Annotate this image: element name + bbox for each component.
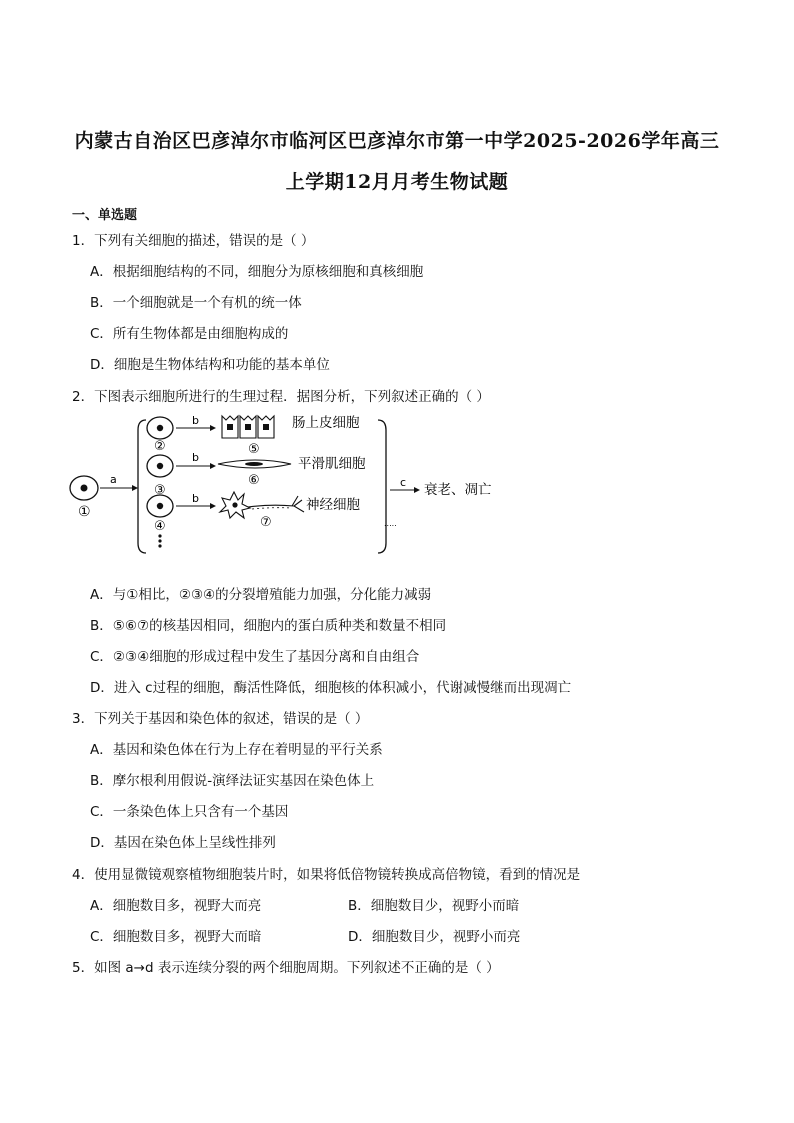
question-4-option-b: B．细胞数目少，视野小而暗 — [348, 898, 520, 914]
daughter-cell-4 — [147, 495, 173, 517]
question-1-option-a: A．根据细胞结构的不同，细胞分为原核细胞和真核细胞 — [90, 264, 424, 280]
question-3-option-d: D．基因在染色体上呈线性排列 — [90, 835, 276, 851]
cell-differentiation-diagram — [66, 408, 516, 558]
cell-1-label: ① — [78, 504, 91, 520]
intestinal-cell-label: 肠上皮细胞 — [292, 415, 360, 431]
cell-2-label: ② — [154, 439, 166, 454]
daughter-cell-3 — [147, 455, 173, 477]
arrow-a-label: a — [110, 473, 117, 486]
right-brace — [378, 420, 386, 553]
question-3-option-c: C．一条染色体上只含有一个基因 — [90, 804, 289, 820]
exam-title-line-1: 内蒙古自治区巴彦淖尔市临河区巴彦淖尔市第一中学2025-2026学年高三 — [74, 130, 720, 152]
ellipsis-mark: ..... — [384, 519, 397, 528]
smooth-muscle-label: 平滑肌细胞 — [298, 456, 366, 472]
question-1-option-b: B．一个细胞就是一个有机的统一体 — [90, 295, 302, 311]
intestinal-epithelial-cells — [222, 416, 274, 438]
question-3-option-a: A．基因和染色体在行为上存在着明显的平行关系 — [90, 742, 383, 758]
question-1-option-d: D．细胞是生物体结构和功能的基本单位 — [90, 357, 330, 373]
question-2-option-c: C．②③④细胞的形成过程中发生了基因分离和自由组合 — [90, 649, 420, 665]
senescence-label: 衰老、凋亡 — [424, 482, 492, 498]
exam-title-line-2: 上学期12月月考生物试题 — [285, 171, 509, 193]
question-2-option-b: B．⑤⑥⑦的核基因相同，细胞内的蛋白质种类和数量不相同 — [90, 618, 447, 634]
question-1-stem: 1．下列有关细胞的描述，错误的是（ ） — [72, 233, 315, 249]
question-3-option-b: B．摩尔根利用假说-演绎法证实基因在染色体上 — [90, 773, 375, 789]
question-4-option-a: A．细胞数目多，视野大而亮 — [90, 898, 262, 914]
cell-5-label: ⑤ — [248, 442, 260, 457]
neuron-label: 神经细胞 — [306, 497, 360, 513]
daughter-cell-2 — [147, 417, 173, 439]
question-4-option-d: D．细胞数目少，视野小而亮 — [348, 929, 521, 945]
cell-6-label: ⑥ — [248, 473, 260, 488]
arrow-b-3-label: b — [192, 492, 199, 505]
question-2-option-d: D．进入 c过程的细胞，酶活性降低，细胞核的体积减小，代谢减慢继而出现凋亡 — [90, 680, 572, 696]
arrow-b-1-label: b — [192, 414, 199, 427]
question-2-stem: 2．下图表示细胞所进行的生理过程．据图分析，下列叙述正确的（ ） — [72, 389, 490, 405]
more-cells-dots — [158, 534, 161, 547]
question-5-stem: 5．如图 a→d 表示连续分裂的两个细胞周期。下列叙述不正确的是（ ） — [72, 960, 500, 976]
cell-4-label: ④ — [154, 519, 166, 534]
smooth-muscle-cell — [218, 460, 291, 468]
question-4-option-c: C．细胞数目多，视野大而暗 — [90, 929, 262, 945]
question-3-stem: 3．下列关于基因和染色体的叙述，错误的是（ ） — [72, 711, 369, 727]
arrow-c-label: c — [400, 476, 407, 489]
arrow-b-2-label: b — [192, 451, 199, 464]
cell-3-label: ③ — [154, 483, 166, 498]
stem-cell — [70, 476, 98, 500]
question-4-stem: 4．使用显微镜观察植物细胞装片时，如果将低倍物镜转换成高倍物镜，看到的情况是 — [72, 867, 581, 883]
left-brace — [138, 420, 146, 553]
question-2-option-a: A．与①相比，②③④的分裂增殖能力加强，分化能力减弱 — [90, 587, 432, 603]
section-heading: 一、单选题 — [72, 208, 138, 223]
question-1-option-c: C．所有生物体都是由细胞构成的 — [90, 326, 289, 342]
cell-7-label: ⑦ — [260, 515, 272, 530]
